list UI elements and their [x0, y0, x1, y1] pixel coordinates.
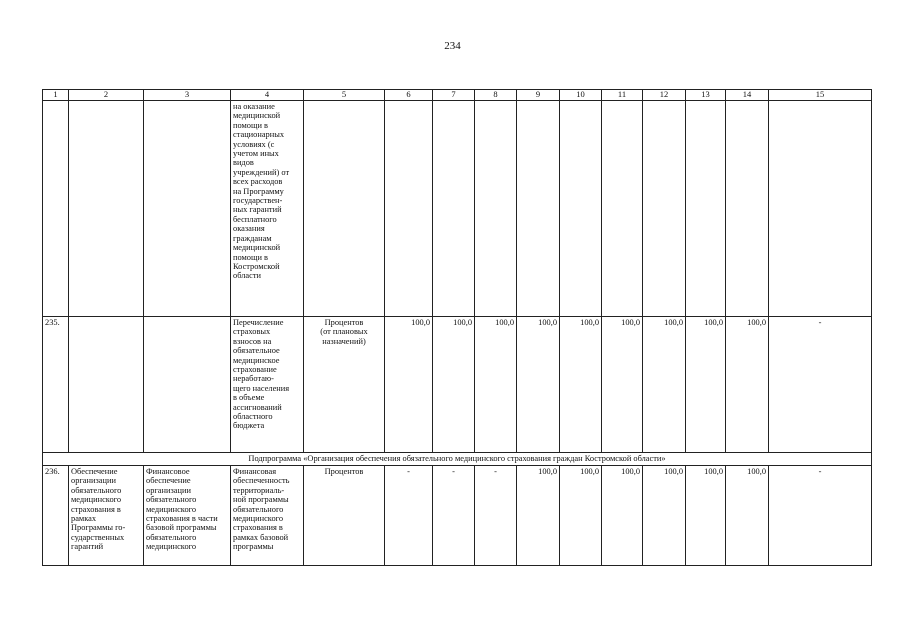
header-cell: 5 [304, 90, 385, 101]
value-cell: - [385, 466, 433, 566]
value-cell: 100,0 [726, 317, 769, 453]
subprogram-title: Подпрограмма «Организация обеспечения обязательного медицинского страхования граждан Костромской области» [43, 453, 872, 466]
header-row [43, 90, 872, 101]
text-line: обеспечение [146, 476, 191, 486]
value-cell: 100,0 [560, 466, 602, 566]
text-line: медицинского [146, 504, 197, 514]
text-line: неработаю- [233, 374, 274, 384]
text-line: всех расходов [233, 177, 283, 187]
text-line: условиях (с [233, 139, 275, 149]
header-cell: 10 [560, 90, 602, 101]
text-line: медицинского [146, 542, 197, 552]
text-line: Финансовое [146, 467, 190, 476]
header-cell: 2 [69, 90, 144, 101]
value-cell: 100,0 [726, 466, 769, 566]
value-cell: 100,0 [686, 466, 726, 566]
subprogram-row [43, 453, 872, 466]
value-cell: 100,0 [475, 317, 517, 453]
text-lines [146, 467, 228, 552]
header-cell: 15 [769, 90, 872, 101]
text-line: стационарных [233, 130, 285, 140]
text-line: базовой программы [146, 523, 217, 533]
text-line: взносов на [233, 336, 272, 346]
text-line: щего населения [233, 383, 290, 393]
text-line: ных гарантий [233, 205, 282, 215]
text-line: государствен- [233, 196, 283, 206]
text-line: обеспеченность [233, 476, 290, 486]
text-line: Костромской [233, 261, 280, 271]
text-line: областного [233, 412, 273, 422]
text-line: (от плановых [320, 327, 368, 337]
text-line: страхование [233, 365, 277, 375]
text-line: медицинского [71, 495, 122, 505]
value-cell: 100,0 [686, 317, 726, 453]
text-line: медицинского [233, 514, 284, 524]
header-cell: 12 [643, 90, 686, 101]
measure-cell [69, 466, 144, 566]
value-cell: - [433, 466, 475, 566]
note-cell: - [769, 466, 872, 566]
text-line: бюджета [233, 421, 265, 431]
header-cell: 13 [686, 90, 726, 101]
text-line: организации [146, 485, 191, 495]
header-cell: 14 [726, 90, 769, 101]
text-lines [233, 318, 301, 431]
text-line: организации [71, 476, 116, 486]
text-line: Обеспечение [71, 467, 118, 476]
data-table [42, 89, 872, 566]
text-line: видов [233, 158, 254, 168]
value-cell: 100,0 [385, 317, 433, 453]
text-line: Процентов [324, 318, 364, 327]
value-cell: 100,0 [643, 466, 686, 566]
text-line: области [233, 271, 261, 281]
text-line: рамках [71, 514, 97, 524]
value-cell: 100,0 [560, 317, 602, 453]
text-line: медицинской [233, 243, 281, 253]
text-line: помощи в [233, 252, 268, 262]
text-line: обязательного [71, 485, 122, 495]
text-lines [306, 318, 382, 346]
task-cell [144, 466, 231, 566]
unit-cell [304, 317, 385, 453]
text-lines [71, 467, 141, 552]
text-line: страхования в [233, 523, 283, 533]
text-line: на оказание [233, 102, 275, 111]
text-line: обязательного [146, 495, 197, 505]
text-line: обязательного [233, 504, 284, 514]
text-lines [233, 467, 301, 552]
row-number: 236. [43, 466, 69, 566]
header-cell: 4 [231, 90, 304, 101]
note-cell: - [769, 317, 872, 453]
value-cell: 100,0 [602, 317, 643, 453]
text-line: оказания [233, 224, 265, 234]
value-cell: 100,0 [643, 317, 686, 453]
header-cell: 7 [433, 90, 475, 101]
text-line: гражданам [233, 233, 272, 243]
text-line: обязательное [233, 346, 280, 356]
text-line: медицинское [233, 355, 280, 365]
header-cell: 1 [43, 90, 69, 101]
text-line: Программы го- [71, 523, 126, 533]
page-number: 234 [444, 40, 461, 52]
header-cell: 9 [517, 90, 560, 101]
text-line: на Программу [233, 186, 284, 196]
text-lines [233, 102, 301, 281]
indicator-cell [231, 317, 304, 453]
text-line: территориаль- [233, 485, 285, 495]
text-line: сударственных [71, 532, 125, 542]
text-line: учреждений) от [233, 167, 290, 177]
text-line: страхования в [71, 504, 121, 514]
value-cell: 100,0 [517, 466, 560, 566]
table-row [43, 466, 872, 566]
text-line: программы [233, 542, 274, 552]
header-cell: 6 [385, 90, 433, 101]
text-line: рамках базовой [233, 532, 289, 542]
value-cell: 100,0 [433, 317, 475, 453]
value-cell: 100,0 [602, 466, 643, 566]
table-row [43, 101, 872, 317]
text-line: ассигнований [233, 402, 282, 412]
value-cell: - [475, 466, 517, 566]
indicator-cell [231, 101, 304, 317]
text-line: назначений) [322, 336, 366, 346]
text-line: страховых [233, 327, 271, 337]
text-line: помощи в [233, 120, 268, 130]
table-row [43, 317, 872, 453]
text-line: Финансовая [233, 467, 277, 476]
text-line: бесплатного [233, 214, 277, 224]
indicator-cell [231, 466, 304, 566]
header-cell: 8 [475, 90, 517, 101]
text-line: учетом иных [233, 149, 279, 159]
text-line: Перечисление [233, 318, 284, 327]
text-line: ной программы [233, 495, 289, 505]
unit-cell: Процентов [304, 466, 385, 566]
text-line: медицинской [233, 111, 281, 121]
text-line: в объеме [233, 393, 265, 403]
row-number: 235. [43, 317, 69, 453]
header-cell: 3 [144, 90, 231, 101]
text-line: страхования в части [146, 514, 218, 524]
value-cell: 100,0 [517, 317, 560, 453]
header-cell: 11 [602, 90, 643, 101]
text-line: гарантий [71, 542, 104, 552]
text-line: обязательного [146, 532, 197, 542]
